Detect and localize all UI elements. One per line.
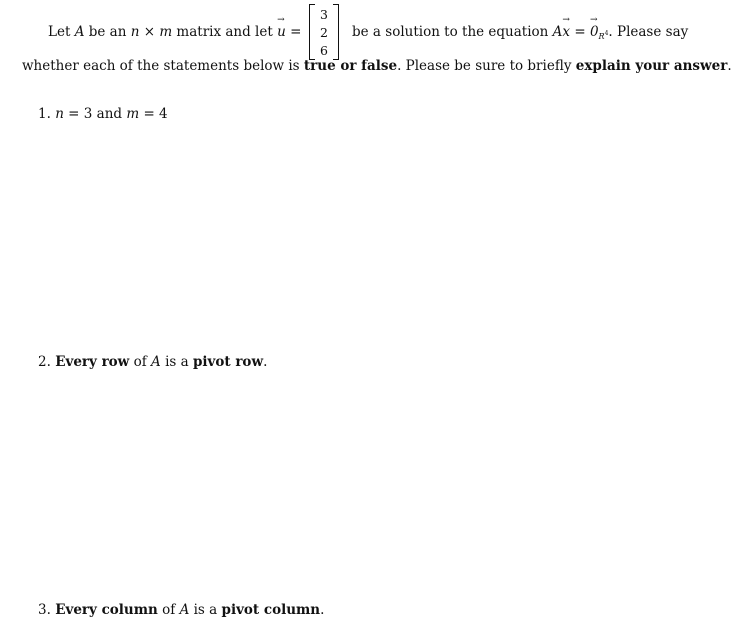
question-2-bold-subject: Every row <box>55 354 130 370</box>
instruction-mid: . Please be sure to briefly <box>397 58 572 74</box>
intro-please-say: . Please say <box>608 24 689 40</box>
times-symbol: × <box>143 24 156 40</box>
m-symbol: m <box>159 24 173 40</box>
equation-lhs: A→ x <box>553 24 570 40</box>
question-3-is-a: is a <box>193 602 218 618</box>
question-3-bold-predicate: pivot column <box>221 602 321 618</box>
n-symbol: n <box>130 24 140 40</box>
question-3-matrix: A <box>179 602 190 618</box>
intro-line <box>48 24 301 40</box>
solution-vector <box>309 4 339 60</box>
instruction-explain: explain your answer <box>575 58 728 74</box>
intro-be-an: be an <box>88 24 127 40</box>
instruction-end: . <box>727 58 732 74</box>
intro-let: Let <box>48 24 71 40</box>
u-vector-symbol: → u <box>277 24 286 40</box>
question-3-bold-subject: Every column <box>55 602 158 618</box>
equals-symbol: = <box>290 24 302 40</box>
intro-be-a-solution: be a solution to the equation <box>352 24 549 40</box>
equation-equals: = <box>574 24 586 40</box>
instruction-true-or-false: true or false <box>303 58 398 74</box>
question-2 <box>38 354 267 370</box>
zero-subscript: R4 <box>598 30 609 41</box>
question-3 <box>38 602 324 618</box>
question-1-number: 1. <box>38 106 51 122</box>
question-1: 1. n = 3 and m = 4 <box>38 106 168 122</box>
question-2-number: 2. <box>38 354 51 370</box>
question-2-period: . <box>263 354 268 370</box>
intro-matrix-and-let: matrix and let <box>176 24 273 40</box>
question-2-of: of <box>133 354 147 370</box>
question-3-period: . <box>320 602 325 618</box>
question-3-number: 3. <box>38 602 51 618</box>
intro-line-continued <box>352 24 688 41</box>
vector-entry-3: 6 <box>320 43 328 58</box>
matrix-symbol: A <box>74 24 85 40</box>
instruction-start: whether each of the statements below is <box>22 58 300 74</box>
vector-entry-2: 2 <box>320 25 328 40</box>
right-bracket <box>333 4 339 60</box>
question-2-matrix: A <box>151 354 161 370</box>
question-3-of: of <box>162 602 176 618</box>
zero-vector: → 0 <box>590 24 599 40</box>
instruction-line <box>22 58 732 74</box>
question-2-bold-predicate: pivot row <box>192 354 264 370</box>
vector-entry-1: 3 <box>320 7 328 22</box>
question-1-text: n <box>55 106 64 122</box>
question-2-is-a: is a <box>165 354 189 370</box>
